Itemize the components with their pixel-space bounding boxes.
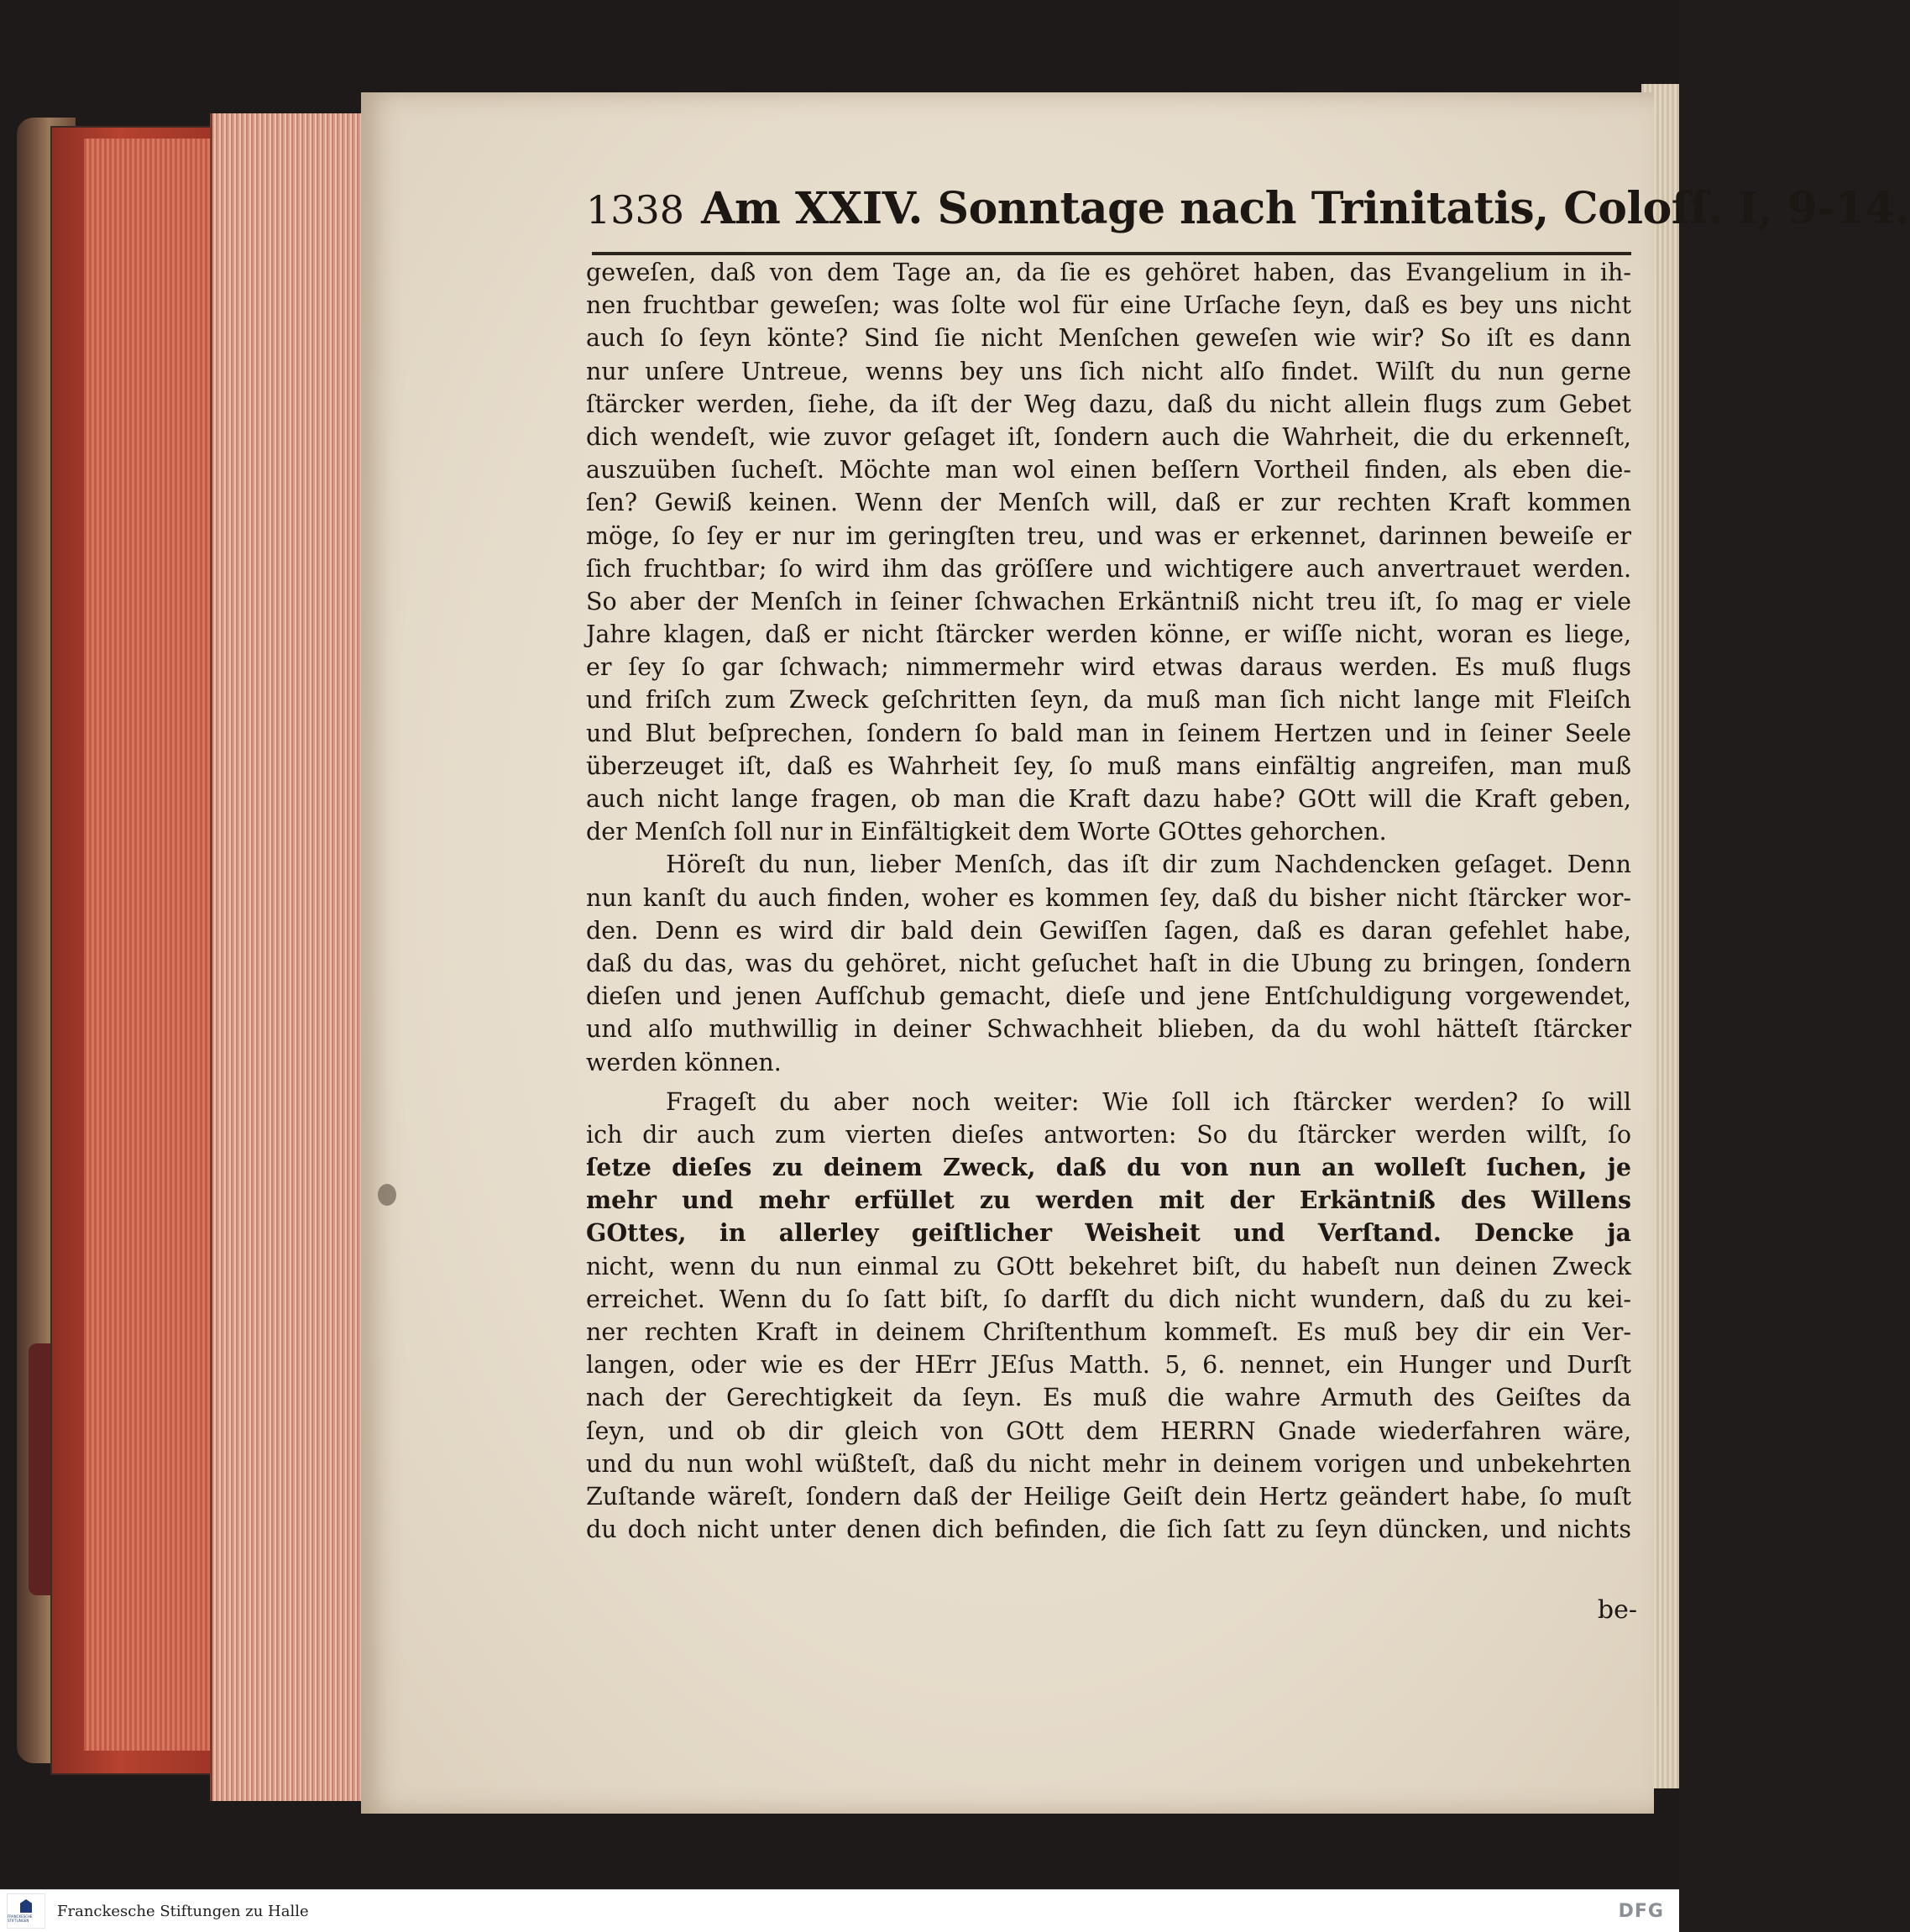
text-line: dich wendeſt, wie zuvor geſaget iſt, ſondern auch die Wahrheit, die du erkenneſt, [586,422,1631,451]
text-line: ſich fruchtbar; ſo wird ihm das gröſſere und wichtigere auch anvertrauet werden. [586,554,1631,583]
paragraph-start-line: Frageſt du aber noch weiter: Wie ſoll ich ſtärcker werden? ſo will [666,1087,1631,1116]
text-line: Jahre klagen, daß er nicht ſtärcker werden könne, er wiſſe nicht, woran es liege, [586,620,1631,649]
text-line: ner rechten Kraft in deinem Chriſtenthum kommeſt. Es muß bey dir ein Ver- [586,1318,1631,1346]
text-line: auch ſo ſeyn könte? Sind ſie nicht Menſchen geweſen wie wir? So iſt es dann [586,324,1631,353]
text-line: So aber der Menſch in ſeiner ſchwachen Erkäntniß nicht treu iſt, ſo mag er viele [586,587,1631,615]
text-line: ſtärcker werden, ſiehe, da iſt der Weg dazu, daß du nicht allein flugs zum Gebet [586,390,1631,418]
text-line: ich dir auch zum vierten dieſes antworten: So du ſtärcker werden wilſt, ſo [586,1120,1631,1149]
text-line: nen fruchtbar geweſen; was ſolte wol für eine Urſache ſeyn, daß es bey uns nicht [586,291,1631,320]
ink-stain [378,1184,396,1206]
paragraph-start-line: Höreſt du nun, lieber Menſch, das iſt dir zum Nachdencken geſaget. Denn [666,851,1631,879]
text-line: und alſo muthwillig in deiner Schwachheit blieben, da du wohl hätteſt ſtärcker [586,1015,1631,1044]
emphasized-text-line: ſetze dieſes zu deinem Zweck, daß du von nun an wolleſt ſuchen, je [586,1153,1631,1182]
text-line: erreichet. Wenn du ſo ſatt biſt, ſo darfſt du dich nicht wundern, daß du zu kei- [586,1285,1631,1313]
text-line: auszuüben ſucheſt. Möchte man wol einen beſſern Vortheil finden, als eben die- [586,456,1631,484]
page-header [586,183,1910,250]
institution-name[interactable]: Franckesche Stiftungen zu Halle [57,1902,309,1920]
logo-caption: FRANCKESCHE STIFTUNGEN [8,1914,33,1923]
book-page [361,92,1910,1814]
body-text [586,256,1631,1546]
text-line: der Menſch ſoll nur in Einfältigkeit dem Worte GOttes gehorchen. [586,818,1387,846]
viewer-footer-bar [0,1889,1679,1932]
text-line: auch nicht lange fragen, ob man die Kraft dazu habe? GOtt will die Kraft geben, [586,785,1631,813]
text-line: den. Denn es wird dir bald dein Gewiſſen ſagen, daß es daran gefehlet habe, [586,916,1631,945]
institution-logo[interactable] [7,1893,45,1929]
text-line: daß du das, was du gehöret, nicht geſuchet haſt in die Ubung zu bringen, ſondern [586,949,1631,977]
catchword: be- [1597,1595,1637,1625]
text-line: ſeyn, und ob dir gleich von GOtt dem HERRN Gnade wiederfahren wäre, [586,1416,1631,1445]
text-line: du doch nicht unter denen dich befinden, die ſich ſatt zu ſeyn düncken, und nichts [586,1516,1631,1544]
text-line: langen, oder wie es der HErr JEſus Matth. 5, 6. nennet, ein Hunger und Durſt [586,1351,1631,1380]
dfg-logo[interactable]: DFG [1618,1900,1664,1922]
building-icon [20,1899,32,1913]
emphasized-text-line: GOttes, in allerley geiſtlicher Weisheit und Verſtand. Dencke ja [586,1218,1631,1248]
emphasized-text-line: mehr und mehr erfüllet zu werden mit der Erkäntniß des Willens [586,1186,1631,1215]
page-stack-edge [210,113,372,1801]
page-number: 1338 [586,187,685,233]
header-rule [592,252,1631,255]
text-line: er ſey ſo gar ſchwach; nimmermehr wird etwas daraus werden. Es muß flugs [586,653,1631,682]
text-line: nun kanſt du auch finden, woher es kommen ſey, daß du bisher nicht ſtärcker wor- [586,883,1631,912]
text-line: nur unſere Untreue, wenns bey uns ſich nicht alſo findet. Wilſt du nun gerne [586,357,1631,385]
text-line: überzeuget iſt, daß es Wahrheit ſey, ſo muß mans einfältig angreifen, man muß [586,751,1631,780]
text-line: und Blut beſprechen, ſondern ſo bald man in ſeinem Hertzen und in ſeiner Seele [586,719,1631,747]
text-line: Zuſtande wäreſt, ſondern daß der Heilige Geiſt dein Hertz geändert habe, ſo muſt [586,1482,1631,1511]
paragraph-gap [586,1079,1631,1086]
text-line: möge, ſo ſey er nur im geringſten treu, und was er erkennet, darinnen beweiſe er [586,521,1631,550]
text-line: und friſch zum Zweck geſchritten ſeyn, da muß man ſich nicht lange mit Fleiſch [586,686,1631,715]
text-line: nicht, wenn du nun einmal zu GOtt bekehret biſt, du habeſt nun deinen Zweck [586,1252,1631,1280]
text-line: und du nun wohl wüßteſt, daß du nicht mehr in deinem vorigen und unbekehrten [586,1449,1631,1478]
text-line: geweſen, daß von dem Tage an, da ſie es gehöret haben, das Evangelium in ih- [586,259,1631,286]
text-line: dieſen und jenen Aufſchub gemacht, dieſe und jene Entſchuldigung vorgewendet, [586,982,1631,1011]
text-line: werden können. [586,1048,782,1076]
text-line: ſen? Gewiß keinen. Wenn der Menſch will, daß er zur rechten Kraft kommen [586,489,1631,517]
running-head: Am XXIV. Sonntage nach Trinitatis, Coloſſ. I, 9-14. [701,183,1910,234]
text-line: nach der Gerechtigkeit da ſeyn. Es muß die wahre Armuth des Geiſtes da [586,1384,1631,1412]
red-page-edges [84,139,210,1751]
